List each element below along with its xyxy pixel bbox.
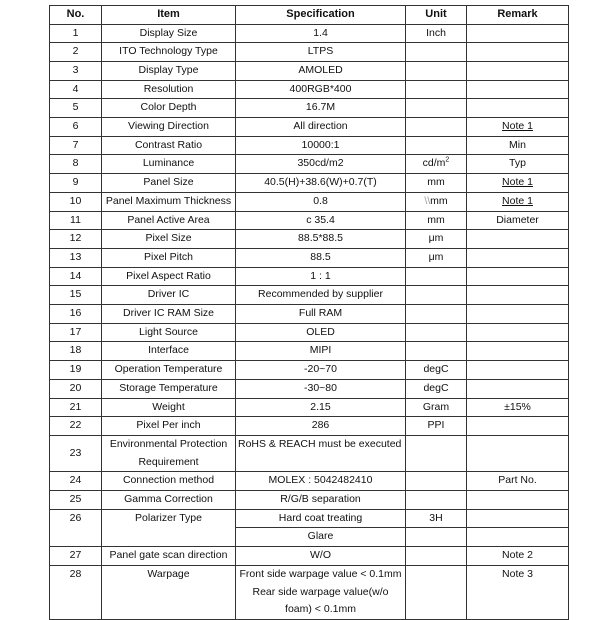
spec-value: 35.4 <box>314 213 335 226</box>
row-spec: Full RAM <box>236 305 406 324</box>
row-unit: Inch <box>406 24 467 43</box>
row-number: 5 <box>50 99 102 118</box>
row-item: Panel Active Area <box>102 211 236 230</box>
row-item: Light Source <box>102 323 236 342</box>
table-row <box>50 472 569 491</box>
row-item: Panel Size <box>102 174 236 193</box>
table-row <box>50 24 569 43</box>
row-number: 6 <box>50 118 102 137</box>
row-spec: 40.5(H)+38.6(W)+0.7(T) <box>236 174 406 193</box>
header-no: No. <box>50 6 102 25</box>
row-spec: R/G/B separation <box>236 491 406 510</box>
row-spec: LTPS <box>236 43 406 62</box>
table-row <box>50 361 569 380</box>
table-row <box>50 565 569 619</box>
row-remark: Note 2 <box>467 547 569 566</box>
row-unit <box>406 305 467 324</box>
row-remark <box>467 305 569 324</box>
row-remark: Note 3 <box>467 565 569 619</box>
row-unit: mm <box>406 174 467 193</box>
row-unit: PPI <box>406 417 467 436</box>
spec-line: foam) < 0.1mm <box>285 603 356 616</box>
table-row <box>50 342 569 361</box>
row-number: 17 <box>50 323 102 342</box>
row-item: Display Size <box>102 24 236 43</box>
table-row <box>50 230 569 249</box>
row-number: 13 <box>50 248 102 267</box>
row-remark <box>467 361 569 380</box>
row-remark: Diameter <box>467 211 569 230</box>
row-spec: Hard coat treating <box>236 509 406 528</box>
row-item: ITO Technology Type <box>102 43 236 62</box>
table-row <box>50 509 569 528</box>
table-row <box>50 248 569 267</box>
row-unit: mm <box>406 211 467 230</box>
row-item: Connection method <box>102 472 236 491</box>
table-row <box>50 491 569 510</box>
row-item: Display Type <box>102 61 236 80</box>
row-remark <box>467 491 569 510</box>
row-number: 8 <box>50 155 102 174</box>
row-spec: Glare <box>236 528 406 547</box>
table-row <box>50 267 569 286</box>
row-remark <box>467 248 569 267</box>
row-number: 3 <box>50 61 102 80</box>
row-spec: 16.7M <box>236 99 406 118</box>
unit-text: cd/m <box>422 157 446 170</box>
row-unit: Gram <box>406 398 467 417</box>
row-item-line: Environmental Protection <box>109 437 228 450</box>
row-unit <box>406 43 467 62</box>
row-number: 23 <box>50 435 102 471</box>
row-unit: 3H <box>406 509 467 528</box>
row-item: Viewing Direction <box>102 118 236 137</box>
table-header-row <box>50 6 569 25</box>
table-row <box>50 547 569 566</box>
row-item: Panel gate scan direction <box>102 547 236 566</box>
row-unit <box>406 472 467 491</box>
row-unit <box>406 99 467 118</box>
row-item: Polarizer Type <box>102 509 236 546</box>
row-spec: MOLEX : 5042482410 <box>236 472 406 491</box>
table-row <box>50 136 569 155</box>
scan-artifact-mark: \\ <box>424 194 431 207</box>
row-unit <box>406 565 467 619</box>
diameter-symbol: c <box>306 213 312 226</box>
row-spec: MIPI <box>236 342 406 361</box>
row-spec: OLED <box>236 323 406 342</box>
row-remark <box>467 192 569 211</box>
row-unit: degC <box>406 361 467 380</box>
row-spec: 1 : 1 <box>236 267 406 286</box>
spec-line: Rear side warpage value(w/o <box>252 585 389 598</box>
row-spec: 400RGB*400 <box>236 80 406 99</box>
row-spec: 286 <box>236 417 406 436</box>
row-unit <box>406 192 467 211</box>
row-number: 18 <box>50 342 102 361</box>
table-row <box>50 99 569 118</box>
row-unit <box>406 435 467 471</box>
row-unit <box>406 491 467 510</box>
row-item: Pixel Size <box>102 230 236 249</box>
row-remark <box>467 342 569 361</box>
row-remark <box>467 323 569 342</box>
row-unit <box>406 267 467 286</box>
row-number: 1 <box>50 24 102 43</box>
table-row <box>50 61 569 80</box>
row-number: 15 <box>50 286 102 305</box>
row-remark: Typ <box>467 155 569 174</box>
row-spec: 350cd/m2 <box>236 155 406 174</box>
row-spec: -20~70 <box>236 361 406 380</box>
header-unit: Unit <box>406 6 467 25</box>
row-unit <box>406 155 467 174</box>
row-number: 10 <box>50 192 102 211</box>
row-item: Driver IC <box>102 286 236 305</box>
row-remark <box>467 99 569 118</box>
row-item: Operation Temperature <box>102 361 236 380</box>
header-remark: Remark <box>467 6 569 25</box>
row-remark <box>467 24 569 43</box>
table-row <box>50 192 569 211</box>
row-remark <box>467 230 569 249</box>
row-unit <box>406 342 467 361</box>
row-item: Pixel Per inch <box>102 417 236 436</box>
spec-line: Front side warpage value < 0.1mm <box>239 567 402 580</box>
table-row <box>50 417 569 436</box>
row-number: 19 <box>50 361 102 380</box>
header-specification: Specification <box>236 6 406 25</box>
table-row <box>50 174 569 193</box>
row-remark <box>467 174 569 193</box>
row-number: 11 <box>50 211 102 230</box>
row-number: 25 <box>50 491 102 510</box>
table-row <box>50 435 569 471</box>
row-remark <box>467 435 569 471</box>
row-unit <box>406 286 467 305</box>
note-link: Note 1 <box>502 120 533 133</box>
row-spec: AMOLED <box>236 61 406 80</box>
row-remark <box>467 43 569 62</box>
row-spec: 88.5*88.5 <box>236 230 406 249</box>
row-item: Storage Temperature <box>102 379 236 398</box>
row-remark <box>467 80 569 99</box>
row-remark <box>467 61 569 80</box>
row-unit <box>406 118 467 137</box>
row-item: Color Depth <box>102 99 236 118</box>
row-number: 9 <box>50 174 102 193</box>
table-row <box>50 323 569 342</box>
row-item: Warpage <box>102 565 236 619</box>
unit-superscript: 2 <box>445 156 450 164</box>
row-item: Interface <box>102 342 236 361</box>
row-remark <box>467 528 569 547</box>
row-remark <box>467 118 569 137</box>
row-item: Pixel Aspect Ratio <box>102 267 236 286</box>
row-number: 16 <box>50 305 102 324</box>
spec-value: RoHS & REACH must be executed <box>238 437 402 450</box>
row-number: 2 <box>50 43 102 62</box>
row-spec: 88.5 <box>236 248 406 267</box>
row-number: 7 <box>50 136 102 155</box>
row-unit <box>406 323 467 342</box>
note-link: Note 1 <box>502 176 533 189</box>
row-spec: 0.8 <box>236 192 406 211</box>
row-number: 27 <box>50 547 102 566</box>
row-spec: -30~80 <box>236 379 406 398</box>
table-row <box>50 398 569 417</box>
row-item: Panel Maximum Thickness <box>102 192 236 211</box>
row-number: 4 <box>50 80 102 99</box>
row-remark: Min <box>467 136 569 155</box>
row-unit <box>406 80 467 99</box>
row-spec: 2.15 <box>236 398 406 417</box>
row-item: Luminance <box>102 155 236 174</box>
row-spec: 1.4 <box>236 24 406 43</box>
row-item: Contrast Ratio <box>102 136 236 155</box>
row-number: 28 <box>50 565 102 619</box>
row-spec: W/O <box>236 547 406 566</box>
table-row <box>50 43 569 62</box>
row-spec: All direction <box>236 118 406 137</box>
row-number: 26 <box>50 509 102 546</box>
table-row <box>50 155 569 174</box>
row-item: Driver IC RAM Size <box>102 305 236 324</box>
row-remark: ±15% <box>467 398 569 417</box>
row-unit: μm <box>406 248 467 267</box>
table-row <box>50 211 569 230</box>
specification-table <box>49 5 569 620</box>
row-spec <box>236 435 406 471</box>
row-number: 21 <box>50 398 102 417</box>
row-remark: Part No. <box>467 472 569 491</box>
row-unit <box>406 61 467 80</box>
table-row <box>50 118 569 137</box>
row-remark <box>467 379 569 398</box>
row-number: 12 <box>50 230 102 249</box>
row-item: Pixel Pitch <box>102 248 236 267</box>
row-item: Resolution <box>102 80 236 99</box>
row-spec <box>236 565 406 619</box>
row-remark <box>467 417 569 436</box>
row-remark <box>467 286 569 305</box>
row-number: 24 <box>50 472 102 491</box>
row-number: 14 <box>50 267 102 286</box>
row-item: Gamma Correction <box>102 491 236 510</box>
row-unit <box>406 547 467 566</box>
row-spec: 10000:1 <box>236 136 406 155</box>
row-number: 20 <box>50 379 102 398</box>
row-unit: degC <box>406 379 467 398</box>
row-spec: Recommended by supplier <box>236 286 406 305</box>
row-remark <box>467 509 569 528</box>
row-unit <box>406 528 467 547</box>
row-number: 22 <box>50 417 102 436</box>
row-spec <box>236 211 406 230</box>
table-row <box>50 80 569 99</box>
note-link: Note 1 <box>502 194 533 207</box>
row-item: Weight <box>102 398 236 417</box>
table-row <box>50 286 569 305</box>
table-row <box>50 379 569 398</box>
unit-text: mm <box>430 194 448 207</box>
row-item <box>102 435 236 471</box>
row-remark <box>467 267 569 286</box>
row-unit: μm <box>406 230 467 249</box>
table-row <box>50 305 569 324</box>
row-item-line: Requirement <box>138 455 199 468</box>
header-item: Item <box>102 6 236 25</box>
row-unit <box>406 136 467 155</box>
